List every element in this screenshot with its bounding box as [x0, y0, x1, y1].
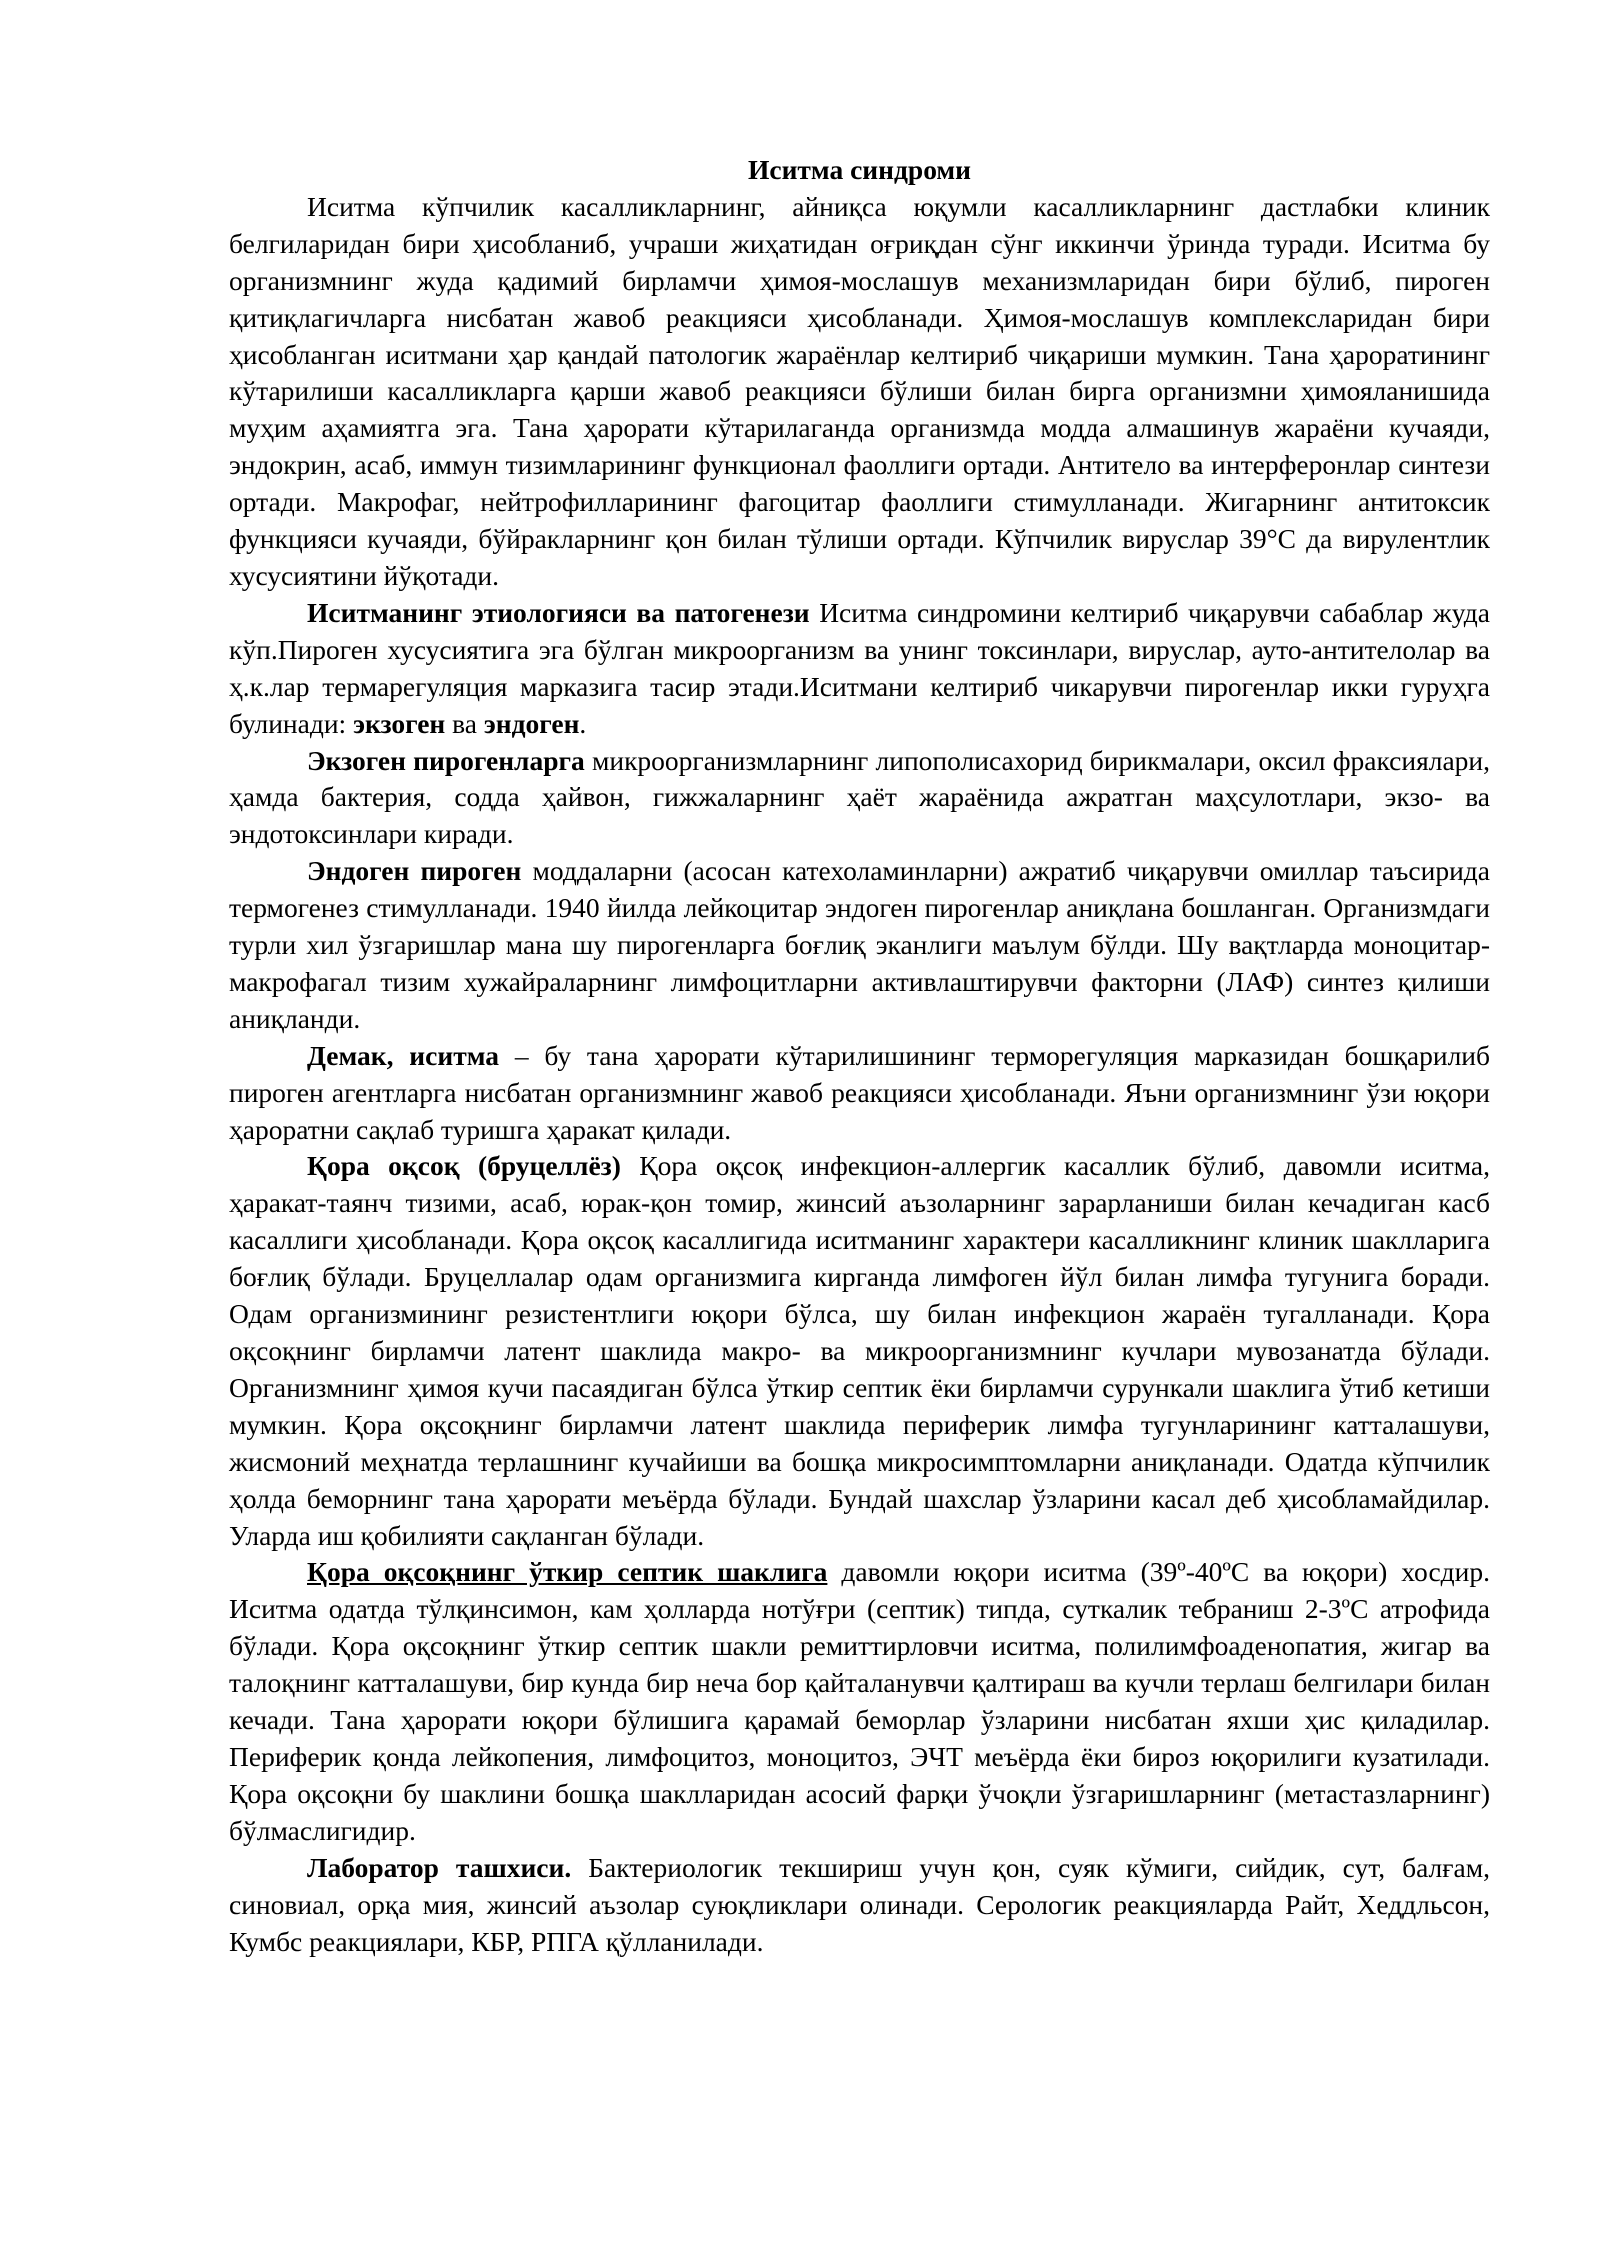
term-exogenous: экзоген [353, 707, 446, 739]
paragraph-conclusion [229, 1038, 1490, 1149]
paragraph-endogenous [229, 853, 1490, 1038]
paragraph-heading: Демак, иситма [307, 1039, 499, 1071]
paragraph-text: – бу тана ҳарорати кўтарилишининг терморегуляция марказидан бошқарилиб пироген агентларга нисбатан организмнинг жавоб реакцияси ҳисобланади. Яъни организмнинг ўзи юқори ҳароратни сақлаб туришга ҳаракат қилади. [229, 1039, 1490, 1145]
paragraph-acute-septic [229, 1554, 1490, 1849]
paragraph-heading: Қора оқсоқнинг ўткир септик шаклига [307, 1556, 828, 1588]
paragraph-text: Бактериологик текшириш учун қон, суяк кўмиги, сийдик, сут, балғам, синовиал, орқа мия, жинсий аъзолар суюқликлари олинади. Серологик реакцияларда Райт, Хеддльсон, Кумбс реакциялари, КБР, РПГА қўлланилади. [229, 1851, 1491, 1957]
paragraph-text: Қора оқсоқ инфекцион-аллергик касаллик бўлиб, давомли иситма, ҳаракат-таянч тизими, асаб, юрак-қон томир, жинсий аъзоларнинг зарарланиши билан кечадиган касб касаллиги ҳисобланади. Қора оқсоқ касаллигида иситманинг характери касалликнинг клиник шаклларига боғлиқ бўлади. Бруцеллалар одам организмига кирганда лимфоген йўл билан лимфа тугунига боради. Одам организмининг резистентлиги юқори бўлса, шу билан инфекцион жараён тугалланади. Қора оқсоқнинг бирламчи латент шаклида макро- ва микроорганизмнинг кучлари мувозанатда бўлади. Организмнинг ҳимоя кучи пасаядиган бўлса ўткир септик ёки бирламчи сурункали шаклига ўтиб кетиши мумкин. Қора оқсоқнинг бирламчи латент шаклида периферик лимфа тугунларининг катталашуви, жисмоний меҳнатда терлашнинг кучайиши ва бошқа микросимптомларни аниқланади. Одатда кўпчилик ҳолда беморнинг тана ҳарорати меъёрда бўлади. Бундай шахслар ўзларини касал деб ҳисобламайдилар. Уларда иш қобилияти сақланган бўлади. [229, 1150, 1490, 1551]
conjunction-text: ва [445, 707, 484, 739]
paragraph-text: микроорганизмларнинг липополисахорид бирикмалари, оксил фраксиялари, ҳамда бактерия, содда ҳайвон, гижжаларнинг ҳаёт жараёнида ажратган маҳсулотлари, экзо- ва эндотоксинлари киради. [229, 744, 1491, 850]
document-page [229, 152, 1490, 1960]
paragraph-heading: Қора оқсоқ (бруцеллёз) [307, 1150, 621, 1182]
paragraph-text: моддаларни (асосан катехоламинларни) ажратиб чиқарувчи омиллар таъсирида термогенез стимулланади. 1940 йилда лейкоцитар эндоген пирогенлар аниқлана бошланган. Организмдаги турли хил ўзгаришлар мана шу пирогенларга боғлиқ эканлиги маълум бўлди. Шу вақтларда моноцитар-макрофагал тизим хужайраларнинг лимфоцитларни активлаштирувчи факторни (ЛАФ) синтез қилиши аниқланди. [229, 855, 1490, 1034]
period-text: . [579, 707, 587, 739]
paragraph-text: давомли юқори иситма (39º-40ºС ва юқори) хосдир. Иситма одатда тўлқинсимон, кам ҳолларда нотўғри (септик) типда, суткалик тебраниш 2-3ºС атрофида бўлади. Қора оқсоқнинг ўткир септик шакли ремиттирловчи иситма, полилимфоаденопатия, жигар ва талоқнинг катталашуви, бир кунда бир неча бор қайталанувчи қалтираш ва кучли терлаш белгилари билан кечади. Тана ҳарорати юқори бўлишига қарамай беморлар ўзларини нисбатан яхши ҳис қиладилар. Периферик қонда лейкопения, лимфоцитоз, моноцитоз, ЭЧТ меъёрда ёки бироз юқорилиги кузатилади. Қора оқсоқни бу шаклини бошқа шаклларидан асосий фарқи ўчоқли ўзгаришларнинг (метастазларнинг) бўлмаслигидир. [229, 1556, 1490, 1846]
paragraph-text: Иситма синдромини келтириб чиқарувчи сабаблар жуда кўп.Пироген хусусиятига эга бўлган микроорганизм ва унинг токсинлари, вируслар, ауто-антителолар ва ҳ.к.лар термарегуляция марказига тасир этади.Иситмани келтириб чикарувчи пирогенлар икки гуруҳга булинади: [229, 596, 1490, 739]
paragraph-brucellosis [229, 1148, 1490, 1554]
paragraph-text: Иситма кўпчилик касалликларнинг, айниқса юқумли касалликларнинг дастлабки клиник белгиларидан бири ҳисобланиб, учраши жиҳатидан оғриқдан сўнг иккинчи ўринда туради. Иситма бу организмнинг жуда қадимий бирламчи ҳимоя-мослашув механизмларидан бири бўлиб, пироген қитиқлагичларга нисбатан жавоб реакцияси ҳисобланади. Ҳимоя-мослашув комплексларидан бири ҳисобланган иситмани ҳар қандай патологик жараёнлар келтириб чиқариши мумкин. Тана ҳароратининг кўтарилиши касалликларга қарши жавоб реакцияси бўлиши билан бирга организмни ҳимояланишида муҳим аҳамиятга эга. Тана ҳарорати кўтарилаганда организмда модда алмашинув жараёни кучаяди, эндокрин, асаб, иммун тизимларининг функционал фаоллиги ортади. Антитело ва интерферонлар синтези ортади. Макрофаг, нейтрофилларининг фагоцитар фаоллиги стимулланади. Жигарнинг антитоксик функцияси кучаяди, бўйракларнинг қон билан тўлиши ортади. Кўпчилик вируслар 39°С да вирулентлик хусусиятини йўқотади. [229, 190, 1490, 591]
paragraph-etiology [229, 595, 1490, 743]
paragraph-heading: Экзоген пирогенларга [307, 744, 585, 776]
paragraph-heading: Эндоген пироген [307, 855, 522, 887]
paragraph-exogenous [229, 743, 1490, 854]
document-title: Иситма синдроми [747, 154, 972, 185]
term-endogenous: эндоген [483, 707, 580, 739]
paragraph-intro [229, 189, 1490, 595]
paragraph-lab-diagnosis [229, 1850, 1490, 1961]
paragraph-heading: Лаборатор ташхиси. [307, 1851, 572, 1883]
paragraph-heading: Иситманинг этиологияси ва патогенези [307, 596, 810, 628]
